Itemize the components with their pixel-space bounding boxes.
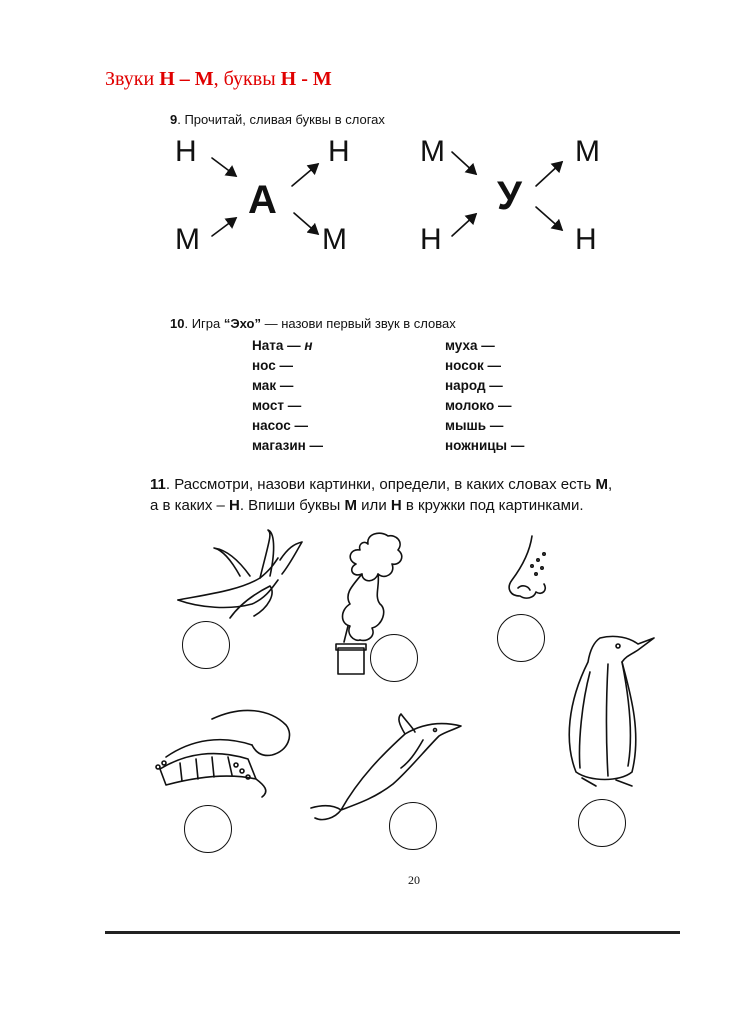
letter-bottom-right: М — [322, 223, 347, 256]
answer-circle[interactable] — [182, 621, 230, 669]
list-item: носок — — [445, 358, 501, 373]
list-item: муха — — [445, 338, 495, 353]
task-11-text: 11. Рассмотри, назови картинки, определи, в каких словах есть М, а в каких – Н. Впиши буквы М или Н в кружки под картинками. — [150, 476, 613, 514]
arrow-icon — [536, 162, 562, 186]
banana-icon — [170, 528, 310, 618]
letter-top-left: М — [420, 135, 445, 168]
answer-circle[interactable] — [497, 614, 545, 662]
page-bottom-rule — [105, 931, 680, 934]
center-letter: А — [248, 178, 277, 222]
letter-top-left: Н — [175, 135, 197, 168]
list-item: народ — — [445, 378, 503, 393]
task-10-heading: 10. Игра “Эхо” — назови первый звук в словах — [170, 316, 456, 331]
dolphin-icon — [305, 714, 465, 824]
word-list-left — [252, 336, 323, 456]
arrow-icon — [536, 207, 562, 230]
pan-flute-icon — [152, 705, 302, 805]
task-9-heading: 9. Прочитай, сливая буквы в слогах — [170, 112, 385, 127]
letter-top-right: Н — [328, 135, 350, 168]
answer-circle[interactable] — [184, 805, 232, 853]
page-title: Звуки Н – М, буквы Н - М — [105, 68, 332, 90]
penguin-icon — [560, 632, 660, 792]
list-item: ножницы — — [445, 438, 525, 453]
list-item: мак — — [252, 378, 294, 393]
list-item: нос — — [252, 358, 293, 373]
list-item: мост — — [252, 398, 302, 413]
arrows-diagram — [0, 0, 730, 300]
list-item: молоко — — [445, 398, 512, 413]
word-list-right — [445, 336, 524, 456]
arrow-icon — [292, 164, 318, 186]
answer-circle[interactable] — [370, 634, 418, 682]
arrow-icon — [294, 213, 318, 234]
answer-circle[interactable] — [578, 799, 626, 847]
answer-circle[interactable] — [389, 802, 437, 850]
list-item: насос — — [252, 418, 308, 433]
arrow-icon — [452, 152, 476, 174]
letter-bottom-left: Н — [420, 223, 442, 256]
list-item: мышь — — [445, 418, 504, 433]
letter-bottom-left: М — [175, 223, 200, 256]
letter-bottom-right: Н — [575, 223, 597, 256]
letter-top-right: М — [575, 135, 600, 168]
page-number: 20 — [408, 873, 420, 887]
list-item: магазин — — [252, 438, 324, 453]
arrow-icon — [452, 214, 476, 236]
list-item: Ната — н — [252, 338, 313, 353]
arrow-icon — [212, 218, 236, 236]
center-letter: У — [497, 174, 522, 218]
arrow-icon — [212, 158, 236, 176]
nose-icon — [502, 530, 562, 610]
